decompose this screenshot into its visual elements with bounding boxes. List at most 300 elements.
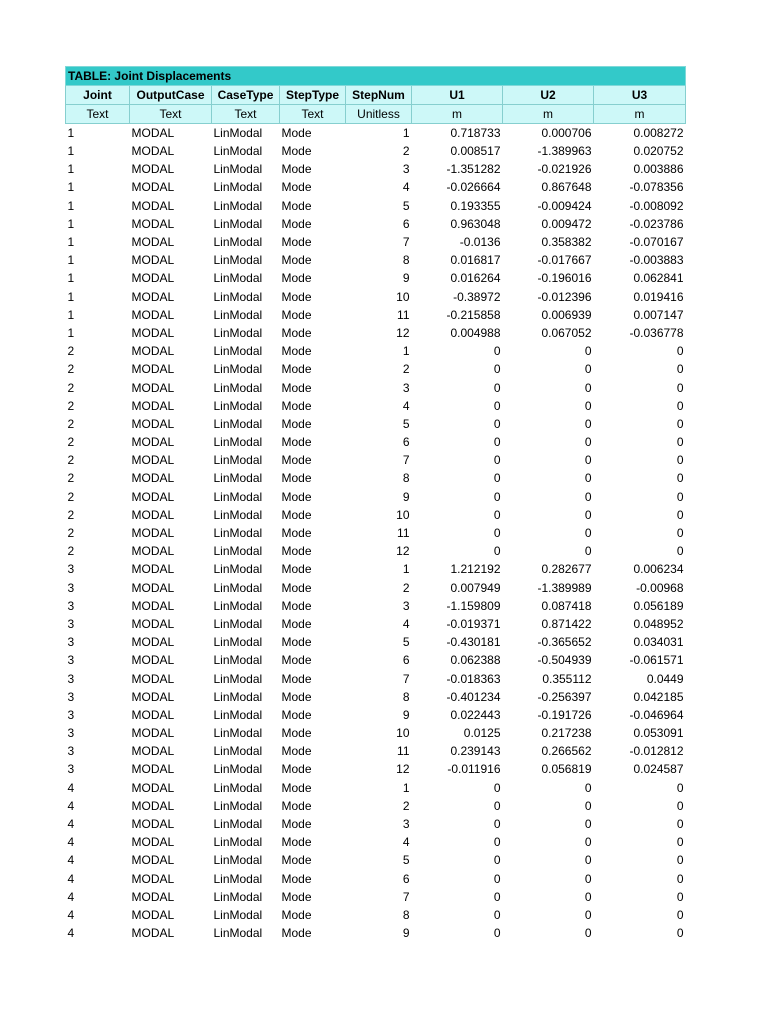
u2-cell[interactable]: -0.196016 (537, 271, 592, 286)
output-case-cell[interactable]: MODAL (131, 235, 175, 250)
u1-cell[interactable]: -0.215858 (446, 307, 501, 322)
step-num-cell[interactable]: 4 (402, 616, 410, 631)
joint-cell[interactable]: 2 (67, 453, 75, 468)
u2-cell[interactable]: 0 (584, 526, 592, 541)
u3-cell[interactable]: 0 (676, 544, 684, 559)
u3-cell[interactable]: -0.003883 (629, 253, 684, 268)
u2-cell[interactable]: 0.217238 (541, 726, 592, 741)
u3-cell[interactable]: 0 (676, 817, 684, 832)
step-num-cell[interactable]: 7 (402, 453, 410, 468)
output-case-cell[interactable]: MODAL (131, 580, 175, 595)
step-num-cell[interactable]: 6 (402, 435, 410, 450)
step-num-cell[interactable]: 6 (402, 653, 410, 668)
output-case-cell[interactable]: MODAL (131, 853, 175, 868)
output-case-cell[interactable]: MODAL (131, 325, 175, 340)
step-num-cell[interactable]: 2 (402, 580, 410, 595)
u1-cell[interactable]: 0 (493, 362, 501, 377)
u3-cell[interactable]: 0.007147 (633, 307, 684, 322)
step-num-cell[interactable]: 1 (402, 344, 410, 359)
output-case-cell[interactable]: MODAL (131, 762, 175, 777)
step-num-cell[interactable]: 5 (402, 635, 410, 650)
u1-cell[interactable]: -0.430181 (446, 635, 501, 650)
joint-cell[interactable]: 3 (67, 653, 75, 668)
joint-cell[interactable]: 3 (67, 671, 75, 686)
u2-cell[interactable]: 0.355112 (542, 671, 592, 686)
u3-cell[interactable]: 0 (676, 835, 684, 850)
joint-cell[interactable]: 4 (67, 889, 75, 904)
joint-cell[interactable]: 2 (67, 380, 75, 395)
step-type-cell[interactable]: Mode (281, 144, 312, 159)
u3-cell[interactable]: 0 (676, 435, 684, 450)
u3-cell[interactable]: 0 (676, 507, 684, 522)
unit-joint[interactable]: Text (66, 105, 130, 124)
step-num-cell[interactable]: 1 (402, 126, 410, 140)
output-case-cell[interactable]: MODAL (131, 380, 175, 395)
u2-cell[interactable]: -0.009424 (537, 198, 592, 213)
case-type-cell[interactable]: LinModal (213, 180, 263, 195)
step-num-cell[interactable]: 8 (402, 689, 410, 704)
u3-cell[interactable]: 0 (676, 489, 684, 504)
step-type-cell[interactable]: Mode (281, 817, 312, 832)
case-type-cell[interactable]: LinModal (213, 689, 263, 704)
joint-cell[interactable]: 2 (67, 416, 75, 431)
case-type-cell[interactable]: LinModal (213, 762, 263, 777)
output-case-cell[interactable]: MODAL (131, 707, 175, 722)
u3-cell[interactable]: 0 (676, 344, 684, 359)
output-case-cell[interactable]: MODAL (131, 507, 175, 522)
u3-cell[interactable]: 0 (676, 471, 684, 486)
step-type-cell[interactable]: Mode (281, 416, 312, 431)
output-case-cell[interactable]: MODAL (131, 126, 175, 140)
u3-cell[interactable]: 0.019416 (633, 289, 684, 304)
u2-cell[interactable]: 0 (584, 435, 592, 450)
u1-cell[interactable]: 0 (493, 380, 501, 395)
step-type-cell[interactable]: Mode (281, 635, 312, 650)
step-num-cell[interactable]: 2 (402, 362, 410, 377)
output-case-cell[interactable]: MODAL (131, 835, 175, 850)
joint-cell[interactable]: 2 (67, 507, 75, 522)
joint-cell[interactable]: 1 (67, 180, 75, 195)
u3-cell[interactable]: 0 (676, 926, 684, 941)
u1-cell[interactable]: 0.004988 (450, 325, 501, 340)
case-type-cell[interactable]: LinModal (213, 526, 263, 541)
joint-cell[interactable]: 1 (67, 198, 75, 213)
case-type-cell[interactable]: LinModal (213, 453, 263, 468)
step-type-cell[interactable]: Mode (281, 744, 312, 759)
u1-cell[interactable]: -0.018363 (446, 671, 501, 686)
case-type-cell[interactable]: LinModal (213, 144, 263, 159)
step-num-cell[interactable]: 1 (402, 780, 410, 795)
step-num-cell[interactable]: 4 (402, 835, 410, 850)
output-case-cell[interactable]: MODAL (131, 544, 175, 559)
case-type-cell[interactable]: LinModal (213, 562, 263, 577)
header-u2[interactable]: U2 (503, 86, 594, 105)
u3-cell[interactable]: 0.020752 (633, 144, 684, 159)
joint-cell[interactable]: 1 (67, 216, 75, 231)
u2-cell[interactable]: 0 (584, 362, 592, 377)
step-num-cell[interactable]: 2 (402, 798, 410, 813)
step-num-cell[interactable]: 4 (402, 398, 410, 413)
u3-cell[interactable]: 0.048952 (633, 616, 684, 631)
case-type-cell[interactable]: LinModal (213, 817, 263, 832)
u3-cell[interactable]: 0.003886 (633, 162, 684, 177)
step-type-cell[interactable]: Mode (281, 544, 312, 559)
u2-cell[interactable]: -1.389989 (537, 580, 592, 595)
joint-cell[interactable]: 1 (67, 126, 75, 140)
u1-cell[interactable]: 0 (493, 871, 501, 886)
u2-cell[interactable]: 0 (584, 817, 592, 832)
u1-cell[interactable]: 0.239143 (450, 744, 501, 759)
case-type-cell[interactable]: LinModal (213, 635, 263, 650)
step-num-cell[interactable]: 3 (402, 380, 410, 395)
step-num-cell[interactable]: 11 (397, 744, 410, 759)
joint-cell[interactable]: 4 (67, 853, 75, 868)
step-type-cell[interactable]: Mode (281, 325, 312, 340)
output-case-cell[interactable]: MODAL (131, 398, 175, 413)
step-num-cell[interactable]: 9 (402, 489, 410, 504)
u3-cell[interactable]: -0.070167 (629, 235, 684, 250)
u3-cell[interactable]: 0.062841 (633, 271, 684, 286)
u2-cell[interactable]: 0 (584, 453, 592, 468)
u2-cell[interactable]: 0.009472 (541, 216, 592, 231)
output-case-cell[interactable]: MODAL (131, 726, 175, 741)
step-num-cell[interactable]: 5 (402, 416, 410, 431)
step-type-cell[interactable]: Mode (281, 126, 312, 140)
case-type-cell[interactable]: LinModal (213, 835, 263, 850)
u2-cell[interactable]: 0 (584, 344, 592, 359)
joint-cell[interactable]: 3 (67, 635, 75, 650)
u1-cell[interactable]: 0.022443 (450, 707, 501, 722)
step-num-cell[interactable]: 12 (396, 544, 410, 559)
u2-cell[interactable]: 0.867648 (541, 180, 592, 195)
header-u1[interactable]: U1 (412, 86, 503, 105)
u1-cell[interactable]: 0.016264 (450, 271, 501, 286)
u2-cell[interactable]: 0 (584, 798, 592, 813)
step-num-cell[interactable]: 10 (396, 726, 410, 741)
case-type-cell[interactable]: LinModal (213, 744, 263, 759)
u3-cell[interactable]: -0.046964 (629, 707, 684, 722)
u3-cell[interactable]: -0.00968 (636, 580, 684, 595)
u2-cell[interactable]: 0.067052 (541, 325, 592, 340)
u3-cell[interactable]: 0.006234 (633, 562, 684, 577)
step-type-cell[interactable]: Mode (281, 580, 312, 595)
output-case-cell[interactable]: MODAL (131, 889, 175, 904)
joint-cell[interactable]: 2 (67, 544, 75, 559)
step-num-cell[interactable]: 1 (402, 562, 410, 577)
unit-u3[interactable]: m (594, 105, 686, 124)
step-type-cell[interactable]: Mode (281, 453, 312, 468)
u3-cell[interactable]: 0.042185 (633, 689, 684, 704)
u2-cell[interactable]: 0.266562 (541, 744, 592, 759)
u3-cell[interactable]: 0 (676, 889, 684, 904)
case-type-cell[interactable]: LinModal (213, 889, 263, 904)
case-type-cell[interactable]: LinModal (213, 380, 263, 395)
joint-cell[interactable]: 2 (67, 344, 75, 359)
step-type-cell[interactable]: Mode (281, 198, 312, 213)
joint-cell[interactable]: 4 (67, 926, 75, 941)
step-type-cell[interactable]: Mode (281, 271, 312, 286)
u1-cell[interactable]: 0.963048 (450, 216, 501, 231)
case-type-cell[interactable]: LinModal (213, 871, 263, 886)
step-num-cell[interactable]: 9 (402, 271, 410, 286)
u1-cell[interactable]: 0.008517 (450, 144, 501, 159)
case-type-cell[interactable]: LinModal (213, 126, 263, 140)
case-type-cell[interactable]: LinModal (213, 289, 263, 304)
case-type-cell[interactable]: LinModal (213, 780, 263, 795)
output-case-cell[interactable]: MODAL (131, 471, 175, 486)
output-case-cell[interactable]: MODAL (131, 435, 175, 450)
step-type-cell[interactable]: Mode (281, 380, 312, 395)
u2-cell[interactable]: -0.256397 (537, 689, 592, 704)
u3-cell[interactable]: 0.053091 (633, 726, 684, 741)
step-num-cell[interactable]: 4 (402, 180, 410, 195)
u1-cell[interactable]: 0 (493, 889, 501, 904)
case-type-cell[interactable]: LinModal (213, 162, 263, 177)
step-type-cell[interactable]: Mode (281, 235, 312, 250)
case-type-cell[interactable]: LinModal (213, 726, 263, 741)
step-type-cell[interactable]: Mode (281, 344, 312, 359)
step-num-cell[interactable]: 8 (402, 907, 410, 922)
step-type-cell[interactable]: Mode (281, 907, 312, 922)
u1-cell[interactable]: 0 (493, 489, 501, 504)
step-type-cell[interactable]: Mode (281, 216, 312, 231)
joint-cell[interactable]: 3 (67, 598, 75, 613)
case-type-cell[interactable]: LinModal (213, 853, 263, 868)
joint-cell[interactable]: 4 (67, 780, 75, 795)
u2-cell[interactable]: 0 (584, 780, 592, 795)
u2-cell[interactable]: 0 (584, 544, 592, 559)
u3-cell[interactable]: 0.056189 (633, 598, 684, 613)
case-type-cell[interactable]: LinModal (213, 616, 263, 631)
u2-cell[interactable]: -1.389963 (537, 144, 592, 159)
output-case-cell[interactable]: MODAL (131, 671, 175, 686)
step-num-cell[interactable]: 12 (396, 325, 410, 340)
unit-u2[interactable]: m (503, 105, 594, 124)
u1-cell[interactable]: 0 (493, 544, 501, 559)
u3-cell[interactable]: 0 (676, 798, 684, 813)
output-case-cell[interactable]: MODAL (131, 653, 175, 668)
unit-step-num[interactable]: Unitless (346, 105, 412, 124)
joint-cell[interactable]: 3 (67, 689, 75, 704)
joint-cell[interactable]: 1 (67, 235, 75, 250)
u1-cell[interactable]: 0 (493, 507, 501, 522)
u2-cell[interactable]: -0.365652 (537, 635, 592, 650)
u1-cell[interactable]: 0 (493, 344, 501, 359)
step-type-cell[interactable]: Mode (281, 526, 312, 541)
step-type-cell[interactable]: Mode (281, 398, 312, 413)
step-type-cell[interactable]: Mode (281, 362, 312, 377)
u1-cell[interactable]: 0 (493, 398, 501, 413)
joint-cell[interactable]: 2 (67, 362, 75, 377)
u1-cell[interactable]: 0.016817 (450, 253, 501, 268)
case-type-cell[interactable]: LinModal (213, 707, 263, 722)
output-case-cell[interactable]: MODAL (131, 289, 175, 304)
output-case-cell[interactable]: MODAL (131, 598, 175, 613)
joint-cell[interactable]: 2 (67, 398, 75, 413)
output-case-cell[interactable]: MODAL (131, 689, 175, 704)
step-type-cell[interactable]: Mode (281, 598, 312, 613)
u3-cell[interactable]: 0.0449 (646, 671, 684, 686)
header-step-num[interactable]: StepNum (346, 86, 412, 105)
joint-cell[interactable]: 4 (67, 798, 75, 813)
case-type-cell[interactable]: LinModal (213, 598, 263, 613)
u1-cell[interactable]: 0 (493, 835, 501, 850)
u2-cell[interactable]: -0.504939 (537, 653, 592, 668)
output-case-cell[interactable]: MODAL (131, 144, 175, 159)
joint-cell[interactable]: 1 (67, 271, 75, 286)
case-type-cell[interactable]: LinModal (213, 671, 263, 686)
u3-cell[interactable]: 0 (676, 453, 684, 468)
u3-cell[interactable]: 0 (676, 398, 684, 413)
u1-cell[interactable]: -0.026664 (446, 180, 501, 195)
table-title[interactable]: TABLE: Joint Displacements (66, 67, 686, 86)
case-type-cell[interactable]: LinModal (213, 216, 263, 231)
step-num-cell[interactable]: 3 (402, 817, 410, 832)
u3-cell[interactable]: 0 (676, 416, 684, 431)
step-type-cell[interactable]: Mode (281, 471, 312, 486)
output-case-cell[interactable]: MODAL (131, 907, 175, 922)
step-type-cell[interactable]: Mode (281, 562, 312, 577)
output-case-cell[interactable]: MODAL (131, 362, 175, 377)
u1-cell[interactable]: 0 (493, 416, 501, 431)
output-case-cell[interactable]: MODAL (131, 562, 175, 577)
u1-cell[interactable]: -0.38972 (453, 289, 501, 304)
u1-cell[interactable]: 1.212192 (450, 562, 501, 577)
u1-cell[interactable]: 0 (493, 526, 501, 541)
step-type-cell[interactable]: Mode (281, 289, 312, 304)
step-type-cell[interactable]: Mode (281, 507, 312, 522)
u3-cell[interactable]: 0 (676, 380, 684, 395)
u2-cell[interactable]: 0 (584, 398, 592, 413)
u2-cell[interactable]: 0.871422 (541, 616, 592, 631)
u1-cell[interactable]: -0.019371 (446, 616, 501, 631)
step-type-cell[interactable]: Mode (281, 780, 312, 795)
step-type-cell[interactable]: Mode (281, 616, 312, 631)
output-case-cell[interactable]: MODAL (131, 744, 175, 759)
joint-cell[interactable]: 2 (67, 435, 75, 450)
u2-cell[interactable]: -0.017667 (537, 253, 592, 268)
case-type-cell[interactable]: LinModal (213, 362, 263, 377)
step-type-cell[interactable]: Mode (281, 835, 312, 850)
u3-cell[interactable]: 0 (676, 362, 684, 377)
u2-cell[interactable]: 0.000706 (541, 126, 592, 140)
u1-cell[interactable]: 0 (493, 926, 501, 941)
u1-cell[interactable]: 0 (493, 435, 501, 450)
u2-cell[interactable]: 0 (584, 871, 592, 886)
step-num-cell[interactable]: 2 (402, 144, 410, 159)
step-type-cell[interactable]: Mode (281, 253, 312, 268)
u3-cell[interactable]: 0.008272 (633, 126, 684, 140)
u2-cell[interactable]: -0.191726 (537, 707, 592, 722)
step-num-cell[interactable]: 8 (402, 253, 410, 268)
u3-cell[interactable]: 0.034031 (633, 635, 684, 650)
step-type-cell[interactable]: Mode (281, 671, 312, 686)
step-num-cell[interactable]: 6 (402, 216, 410, 231)
joint-cell[interactable]: 1 (67, 253, 75, 268)
joint-cell[interactable]: 1 (67, 162, 75, 177)
step-num-cell[interactable]: 9 (402, 707, 410, 722)
output-case-cell[interactable]: MODAL (131, 453, 175, 468)
u2-cell[interactable]: 0 (584, 380, 592, 395)
case-type-cell[interactable]: LinModal (213, 198, 263, 213)
step-num-cell[interactable]: 8 (402, 471, 410, 486)
u2-cell[interactable]: 0.087418 (541, 598, 592, 613)
output-case-cell[interactable]: MODAL (131, 216, 175, 231)
step-num-cell[interactable]: 9 (402, 926, 410, 941)
step-num-cell[interactable]: 10 (396, 289, 410, 304)
case-type-cell[interactable]: LinModal (213, 471, 263, 486)
joint-cell[interactable]: 3 (67, 744, 75, 759)
case-type-cell[interactable]: LinModal (213, 235, 263, 250)
u3-cell[interactable]: 0 (676, 780, 684, 795)
step-num-cell[interactable]: 6 (402, 871, 410, 886)
output-case-cell[interactable]: MODAL (131, 635, 175, 650)
step-num-cell[interactable]: 7 (402, 671, 410, 686)
u1-cell[interactable]: -0.011916 (447, 762, 501, 777)
step-num-cell[interactable]: 5 (402, 198, 410, 213)
output-case-cell[interactable]: MODAL (131, 198, 175, 213)
joint-cell[interactable]: 4 (67, 835, 75, 850)
case-type-cell[interactable]: LinModal (213, 653, 263, 668)
output-case-cell[interactable]: MODAL (131, 780, 175, 795)
output-case-cell[interactable]: MODAL (131, 307, 175, 322)
step-num-cell[interactable]: 11 (397, 526, 410, 541)
case-type-cell[interactable]: LinModal (213, 435, 263, 450)
header-u3[interactable]: U3 (594, 86, 686, 105)
step-type-cell[interactable]: Mode (281, 798, 312, 813)
unit-output-case[interactable]: Text (130, 105, 212, 124)
u3-cell[interactable]: 0.024587 (633, 762, 684, 777)
case-type-cell[interactable]: LinModal (213, 325, 263, 340)
case-type-cell[interactable]: LinModal (213, 907, 263, 922)
u2-cell[interactable]: 0 (584, 889, 592, 904)
step-type-cell[interactable]: Mode (281, 162, 312, 177)
u1-cell[interactable]: 0.0125 (463, 726, 501, 741)
header-step-type[interactable]: StepType (280, 86, 346, 105)
joint-cell[interactable]: 2 (67, 526, 75, 541)
u1-cell[interactable]: -0.0136 (459, 235, 501, 250)
joint-cell[interactable]: 3 (67, 726, 75, 741)
joint-cell[interactable]: 3 (67, 616, 75, 631)
output-case-cell[interactable]: MODAL (131, 817, 175, 832)
u3-cell[interactable]: -0.061571 (629, 653, 684, 668)
step-type-cell[interactable]: Mode (281, 762, 312, 777)
joint-cell[interactable]: 1 (67, 144, 75, 159)
u1-cell[interactable]: 0 (493, 853, 501, 868)
u2-cell[interactable]: 0 (584, 416, 592, 431)
u2-cell[interactable]: 0.056819 (541, 762, 592, 777)
unit-step-type[interactable]: Text (280, 105, 346, 124)
u1-cell[interactable]: -1.351282 (446, 162, 501, 177)
joint-cell[interactable]: 3 (67, 580, 75, 595)
u3-cell[interactable]: 0 (676, 526, 684, 541)
step-type-cell[interactable]: Mode (281, 926, 312, 941)
step-type-cell[interactable]: Mode (281, 726, 312, 741)
u2-cell[interactable]: 0 (584, 907, 592, 922)
step-type-cell[interactable]: Mode (281, 853, 312, 868)
u2-cell[interactable]: 0.282677 (541, 562, 592, 577)
u2-cell[interactable]: 0 (584, 471, 592, 486)
u2-cell[interactable]: 0 (584, 835, 592, 850)
u2-cell[interactable]: 0 (584, 507, 592, 522)
step-num-cell[interactable]: 3 (402, 162, 410, 177)
u1-cell[interactable]: 0 (493, 453, 501, 468)
joint-cell[interactable]: 3 (67, 762, 75, 777)
joint-cell[interactable]: 1 (67, 289, 75, 304)
joint-cell[interactable]: 3 (67, 707, 75, 722)
case-type-cell[interactable]: LinModal (213, 489, 263, 504)
case-type-cell[interactable]: LinModal (213, 580, 263, 595)
